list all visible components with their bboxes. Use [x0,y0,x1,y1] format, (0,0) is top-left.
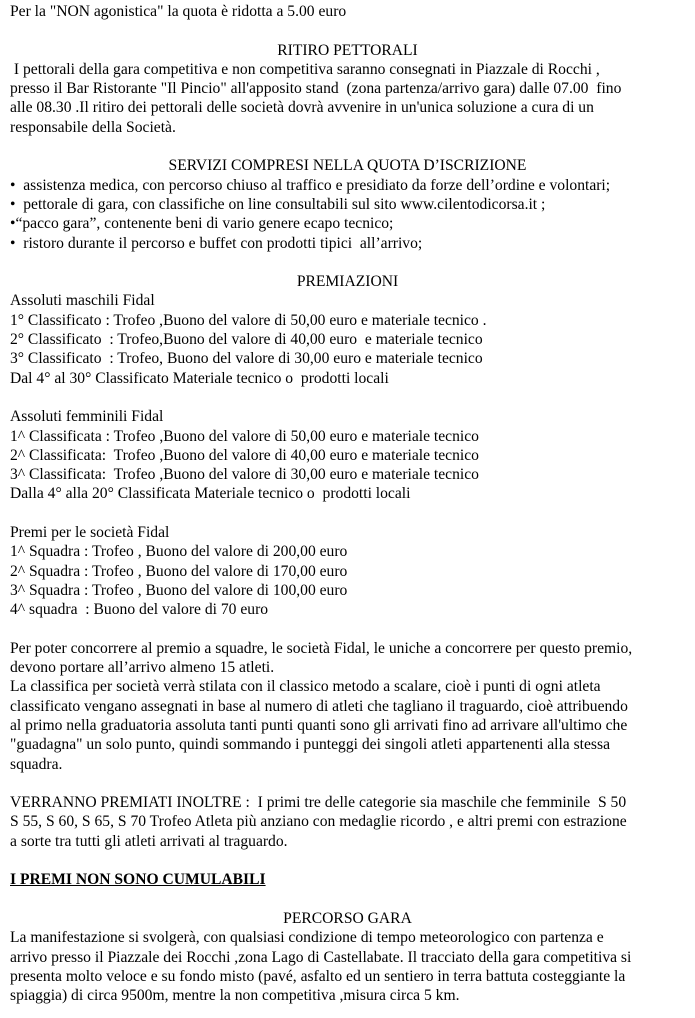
maschili-line: 3° Classificato : Trofeo, Buono del valore di 30,00 euro e materiale tecnico [10,350,483,368]
societa-line: 1^ Squadra : Trofeo , Buono del valore di 200,00 euro [10,543,348,561]
femminili-line: 2^ Classificata: Trofeo ,Buono del valore di 40,00 euro e materiale tecnico [10,446,479,464]
spacer [10,774,685,793]
servizi-item: • pettorale di gara, con classifiche on line consultabili sul sito www.cilentodicorsa.it ; [10,195,546,213]
spacer [10,21,685,40]
squadre-line: devono portare all’arrivo almeno 15 atleti. [10,659,275,677]
femminili-line: 3^ Classificata: Trofeo ,Buono del valore di 30,00 euro e materiale tecnico [10,466,479,484]
intro-line: Per la "NON agonistica" la quota è ridotta a 5.00 euro [10,3,347,20]
maschili-line: 1° Classificato : Trofeo ,Buono del valore di 50,00 euro e materiale tecnico . [10,311,487,329]
servizi-item: • ristoro durante il percorso e buffet con prodotti tipici all’arrivo; [10,234,423,252]
societa-line: 4^ squadra : Buono del valore di 70 euro [10,601,269,619]
ritiro-line: I pettorali della gara competitiva e non competitiva saranno consegnati in Piazzale di Rocchi , [10,60,600,78]
percorso-title: PERCORSO GARA [283,909,412,927]
classifica-line: squadra. [10,755,63,773]
spacer [10,890,685,909]
spacer [10,620,685,639]
percorso-line: spiaggia) di circa 9500m, mentre la non competitiva ,misura circa 5 km. [10,987,460,1005]
ritiro-line: responsabile della Società. [10,118,176,136]
servizi-title: SERVIZI COMPRESI NELLA QUOTA D’ISCRIZIONE [168,157,527,175]
spacer [10,851,685,870]
maschili-line: 2° Classificato : Trofeo,Buono del valore di 40,00 euro e materiale tecnico [10,331,483,349]
spacer [10,388,685,407]
servizi-item: • assistenza medica, con percorso chiuso al traffico e presidiato da forze dell’ordine e volontari; [10,176,611,194]
classifica-line: al primo nella graduatoria assoluta tanti punti quanti sono gli arrivati fino ad arrivare all'ultimo che [10,716,628,734]
inoltre-line: VERRANNO PREMIATI INOLTRE : I primi tre delle categorie sia maschile che femminile S 50 [10,794,627,812]
spacer [10,504,685,523]
femminili-line: Dalla 4° alla 20° Classificata Materiale tecnico o prodotti locali [10,485,411,503]
classifica-line: "guadagna" un solo punto, quindi sommando i punteggi dei singoli atleti appartenenti alla stessa [10,736,610,754]
classifica-line: La classifica per società verrà stilata con il classico metodo a scalare, cioè i punti di ogni atleta [10,678,601,696]
inoltre-line: a sorte tra tutti gli atleti arrivati al traguardo. [10,832,288,850]
premiazioni-title: PREMIAZIONI [296,273,399,291]
percorso-line: arrivo presso il Piazzale dei Rocchi ,zona Lago di Castellabate. Il tracciato della gara competitiva si [10,948,632,966]
spacer [10,137,685,156]
femminili-line: 1^ Classificata : Trofeo ,Buono del valore di 50,00 euro e materiale tecnico [10,427,479,445]
classifica-line: classificato vengano assegnati in base al numero di atleti che tagliano il traguardo, cioè attribuendo [10,697,628,715]
societa-header: Premi per le società Fidal [10,524,170,542]
societa-line: 2^ Squadra : Trofeo , Buono del valore di 170,00 euro [10,562,348,580]
spacer [10,253,685,272]
ritiro-line: presso il Bar Ristorante "Il Pincio" all'apposito stand (zona partenza/arrivo gara) dalle 07.00 fino [10,80,622,98]
maschili-line: Dal 4° al 30° Classificato Materiale tecnico o prodotti locali [10,369,389,387]
non-cumulabili-heading: I PREMI NON SONO CUMULABILI [10,871,266,889]
societa-line: 3^ Squadra : Trofeo , Buono del valore di 100,00 euro [10,581,348,599]
percorso-line: presenta molto veloce e su fondo misto (pavé, asfalto ed un sentiero in terra battuta costeggiante la [10,967,626,985]
percorso-line: La manifestazione si svolgerà, con qualsiasi condizione di tempo meteorologico con partenza e [10,929,604,947]
servizi-item: •“pacco gara”, contenente beni di vario genere ecapo tecnico; [10,215,394,233]
ritiro-line: alle 08.30 .Il ritiro dei pettorali delle società dovrà avvenire in un'unica soluzione a cura di un [10,99,594,117]
squadre-line: Per poter concorrere al premio a squadre, le società Fidal, le uniche a concorrere per questo premio, [10,639,633,657]
femminili-header: Assoluti femminili Fidal [10,408,164,426]
ritiro-title: RITIRO PETTORALI [277,41,418,59]
inoltre-line: S 55, S 60, S 65, S 70 Trofeo Atleta più anziano con medaglie ricordo , e altri premi con estrazione [10,813,627,831]
maschili-header: Assoluti maschili Fidal [10,292,155,310]
